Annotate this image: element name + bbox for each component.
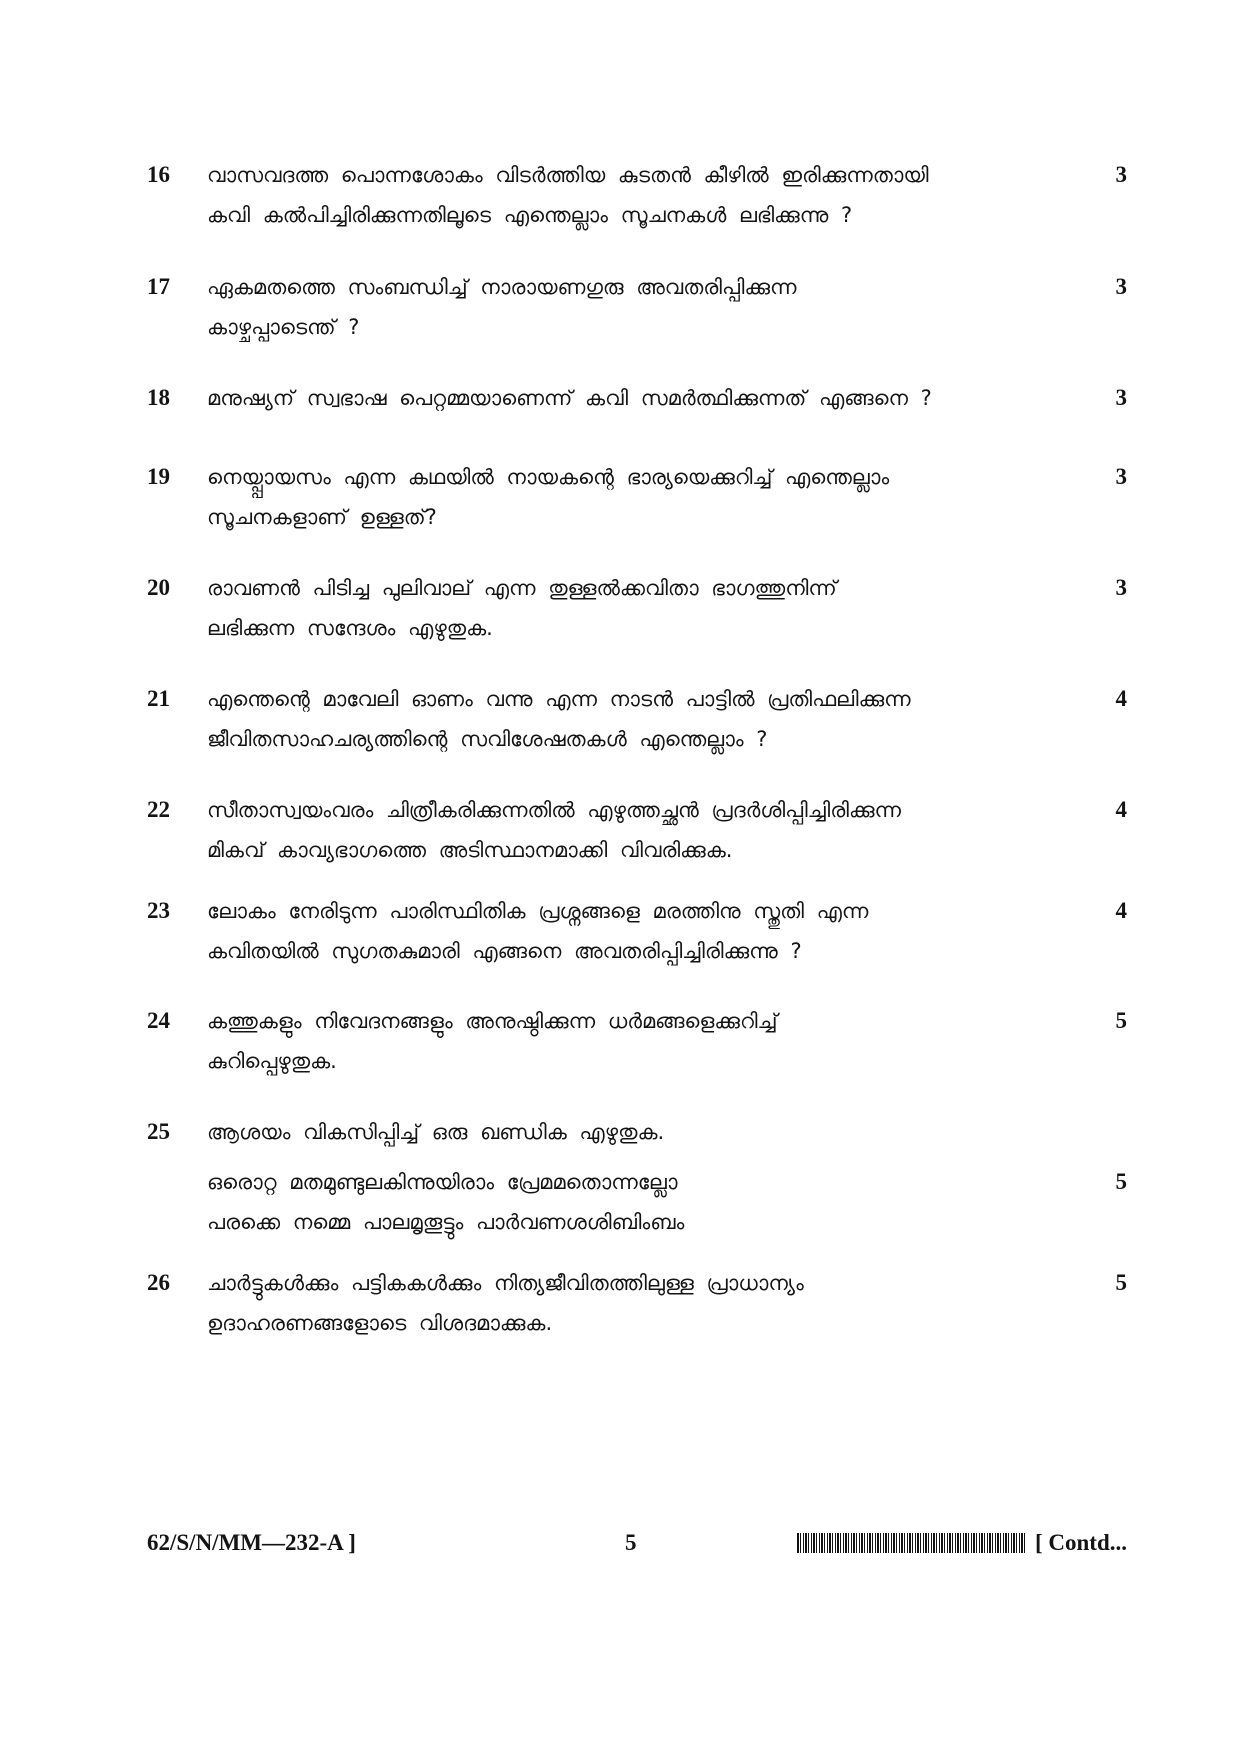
question-number: 25	[147, 1119, 170, 1144]
question-text	[207, 568, 1067, 648]
paper-code: 62/S/N/MM—232-A ]	[147, 1530, 356, 1555]
question-text	[207, 679, 1067, 759]
question-text	[207, 378, 1067, 418]
question-line: ജീവിതസാഹചര്യത്തിന്റെ സവിശേഷതകൾ എന്തെല്ലാം ?	[207, 727, 768, 751]
question-text	[207, 267, 1067, 347]
question-marks: 5	[1115, 1270, 1127, 1295]
question-line: സീതാസ്വയംവരം ചിത്രീകരിക്കുന്നതിൽ എഴുത്തച്ഛൻ പ്രദർശിപ്പിച്ചിരിക്കുന്ന	[207, 798, 902, 822]
question-marks: 3	[1115, 464, 1127, 489]
question-number: 20	[147, 575, 170, 600]
question-line: നെയ്പ്പായസം എന്ന കഥയിൽ നായകന്റെ ഭാര്യയെക്കുറിച്ച് എന്തെല്ലാം	[207, 465, 890, 489]
question-line: കത്തുകളും നിവേദനങ്ങളും അനുഷ്ഠിക്കുന്ന ധർമങ്ങളെക്കുറിച്ച്	[207, 1009, 778, 1033]
question-line: ഉദാഹരണങ്ങളോടെ വിശദമാക്കുക.	[207, 1311, 553, 1335]
question-line: കവി കൽപിച്ചിരിക്കുന്നതിലൂടെ എന്തെല്ലാം സൂചനകൾ ലഭിക്കുന്നു ?	[207, 203, 853, 227]
question-number: 24	[147, 1008, 170, 1033]
question-line: രാവണൻ പിടിച്ച പുലിവാല് എന്ന തുള്ളൽക്കവിതാ ഭാഗത്തുനിന്ന്	[207, 576, 837, 600]
question-line: കവിതയിൽ സുഗതകുമാരി എങ്ങനെ അവതരിപ്പിച്ചിരിക്കുന്നു ?	[207, 939, 802, 963]
question-text	[207, 1263, 1067, 1343]
footer-right	[797, 1525, 1127, 1561]
question-line: ലോകം നേരിടുന്ന പാരിസ്ഥിതിക പ്രശ്നങ്ങളെ മരത്തിനു സ്തുതി എന്ന	[207, 899, 869, 923]
question-line: ആശയം വികസിപ്പിച്ച് ഒരു ഖണ്ഡിക എഴുതുക.	[207, 1120, 665, 1144]
question-number: 18	[147, 385, 170, 410]
question-line: വാസവദത്ത പൊന്നശോകം വിടർത്തിയ കുടതൻ കീഴിൽ ഇരിക്കുന്നതായി	[207, 163, 929, 187]
question-marks: 3	[1115, 575, 1127, 600]
question-number: 23	[147, 898, 170, 923]
question-marks: 4	[1115, 797, 1127, 822]
question-line: കാഴ്ചപ്പാടെന്ത് ?	[207, 315, 360, 339]
question-line: മനുഷ്യന് സ്വഭാഷ പെറ്റമ്മയാണെന്ന് കവി സമർത്ഥിക്കുന്നത് എങ്ങനെ ?	[207, 386, 932, 410]
question-marks: 5	[1115, 1169, 1127, 1194]
question-number: 16	[147, 162, 170, 187]
question-number: 26	[147, 1270, 170, 1295]
barcode-icon	[797, 1533, 1025, 1553]
question-number: 21	[147, 686, 170, 711]
question-text	[207, 155, 1067, 235]
question-line: മികവ് കാവ്യഭാഗത്തെ അടിസ്ഥാനമാക്കി വിവരിക്കുക.	[207, 838, 733, 862]
question-line: ലഭിക്കുന്ന സന്ദേശം എഴുതുക.	[207, 616, 493, 640]
page-number: 5	[625, 1530, 637, 1555]
question-text	[207, 1112, 1067, 1242]
question-text	[207, 457, 1067, 537]
question-line: ചാർട്ടുകൾക്കും പട്ടികകൾക്കും നിത്യജീവിതത്തിലുള്ള പ്രാധാന്യം	[207, 1271, 804, 1295]
verse-line: ഒരൊറ്റ മതമുണ്ടുലകിന്നുയിരാം പ്രേമമതൊന്നല്ലോ	[207, 1170, 678, 1194]
question-text	[207, 1001, 1067, 1081]
question-marks: 5	[1115, 1008, 1127, 1033]
question-text	[207, 891, 1067, 971]
question-marks: 3	[1115, 162, 1127, 187]
page-footer	[147, 1525, 1127, 1561]
question-number: 17	[147, 274, 170, 299]
question-marks: 4	[1115, 686, 1127, 711]
verse-line: പരക്കെ നമ്മെ പാലമൃതൂട്ടും പാർവണശശിബിംബം	[207, 1210, 685, 1234]
question-line: ഏകമതത്തെ സംബന്ധിച്ച് നാരായണഗുരു അവതരിപ്പിക്കുന്ന	[207, 275, 797, 299]
question-number: 22	[147, 797, 170, 822]
question-marks: 3	[1115, 385, 1127, 410]
question-line: എന്തെന്റെ മാവേലി ഓണം വന്നു എന്ന നാടൻ പാട്ടിൽ പ്രതിഫലിക്കുന്ന	[207, 687, 911, 711]
contd-label: [ Contd...	[1034, 1530, 1127, 1555]
question-marks: 3	[1115, 274, 1127, 299]
question-text	[207, 790, 1067, 870]
question-line: സൂചനകളാണ് ഉള്ളത്?	[207, 505, 437, 529]
question-line: കുറിപ്പെഴുതുക.	[207, 1049, 337, 1073]
question-marks: 4	[1115, 898, 1127, 923]
question-number: 19	[147, 464, 170, 489]
